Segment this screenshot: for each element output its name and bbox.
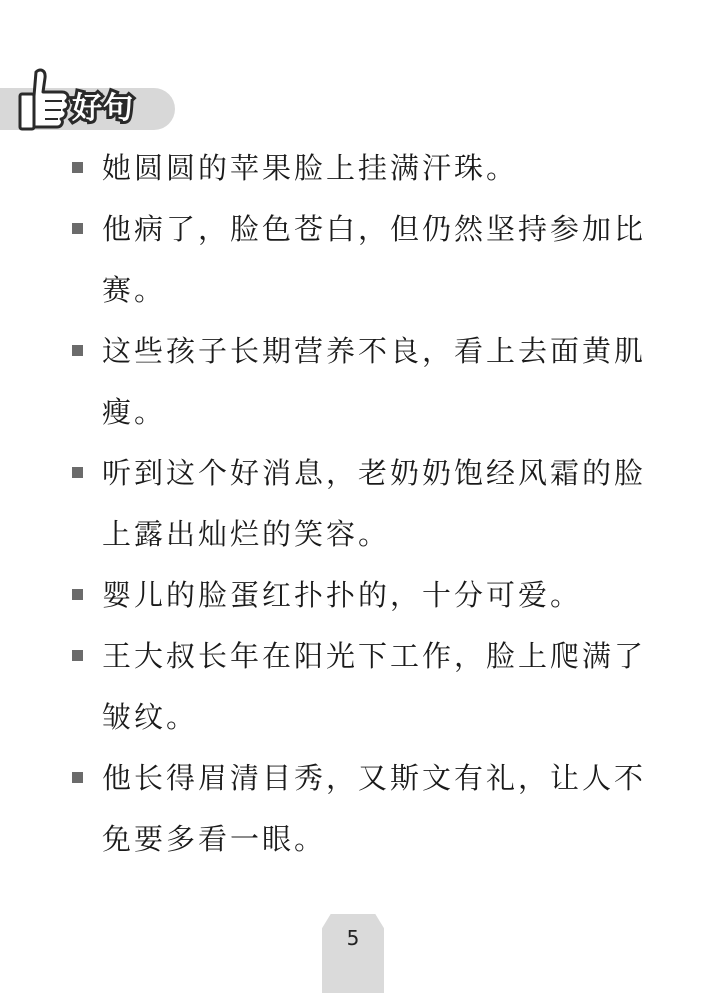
thumbs-up-icon	[14, 66, 76, 136]
list-item	[66, 626, 646, 748]
square-bullet-icon	[72, 162, 83, 173]
sentence-text: 王大叔长年在阳光下工作，脸上爬满了皱纹。	[102, 639, 647, 734]
section-title: 好句	[72, 91, 134, 126]
page-number: 5	[346, 926, 360, 950]
square-bullet-icon	[72, 467, 83, 478]
square-bullet-icon	[72, 345, 83, 356]
list-item	[66, 138, 646, 199]
sentence-list	[66, 138, 646, 870]
square-bullet-icon	[72, 650, 83, 661]
square-bullet-icon	[72, 223, 83, 234]
list-item	[66, 565, 646, 626]
sentence-text: 这些孩子长期营养不良，看上去面黄肌瘦。	[102, 334, 647, 429]
list-item	[66, 443, 646, 565]
list-item	[66, 748, 646, 870]
sentence-text: 婴儿的脸蛋红扑扑的，十分可爱。	[102, 578, 583, 612]
list-item	[66, 321, 646, 443]
square-bullet-icon	[72, 772, 83, 783]
sentence-text: 他病了，脸色苍白，但仍然坚持参加比赛。	[102, 212, 647, 307]
square-bullet-icon	[72, 589, 83, 600]
sentence-text: 他长得眉清目秀，又斯文有礼，让人不免要多看一眼。	[102, 761, 647, 856]
sentence-text: 听到这个好消息，老奶奶饱经风霜的脸上露出灿烂的笑容。	[102, 456, 647, 551]
sentence-text: 她圆圆的苹果脸上挂满汗珠。	[102, 151, 519, 185]
list-item	[66, 199, 646, 321]
